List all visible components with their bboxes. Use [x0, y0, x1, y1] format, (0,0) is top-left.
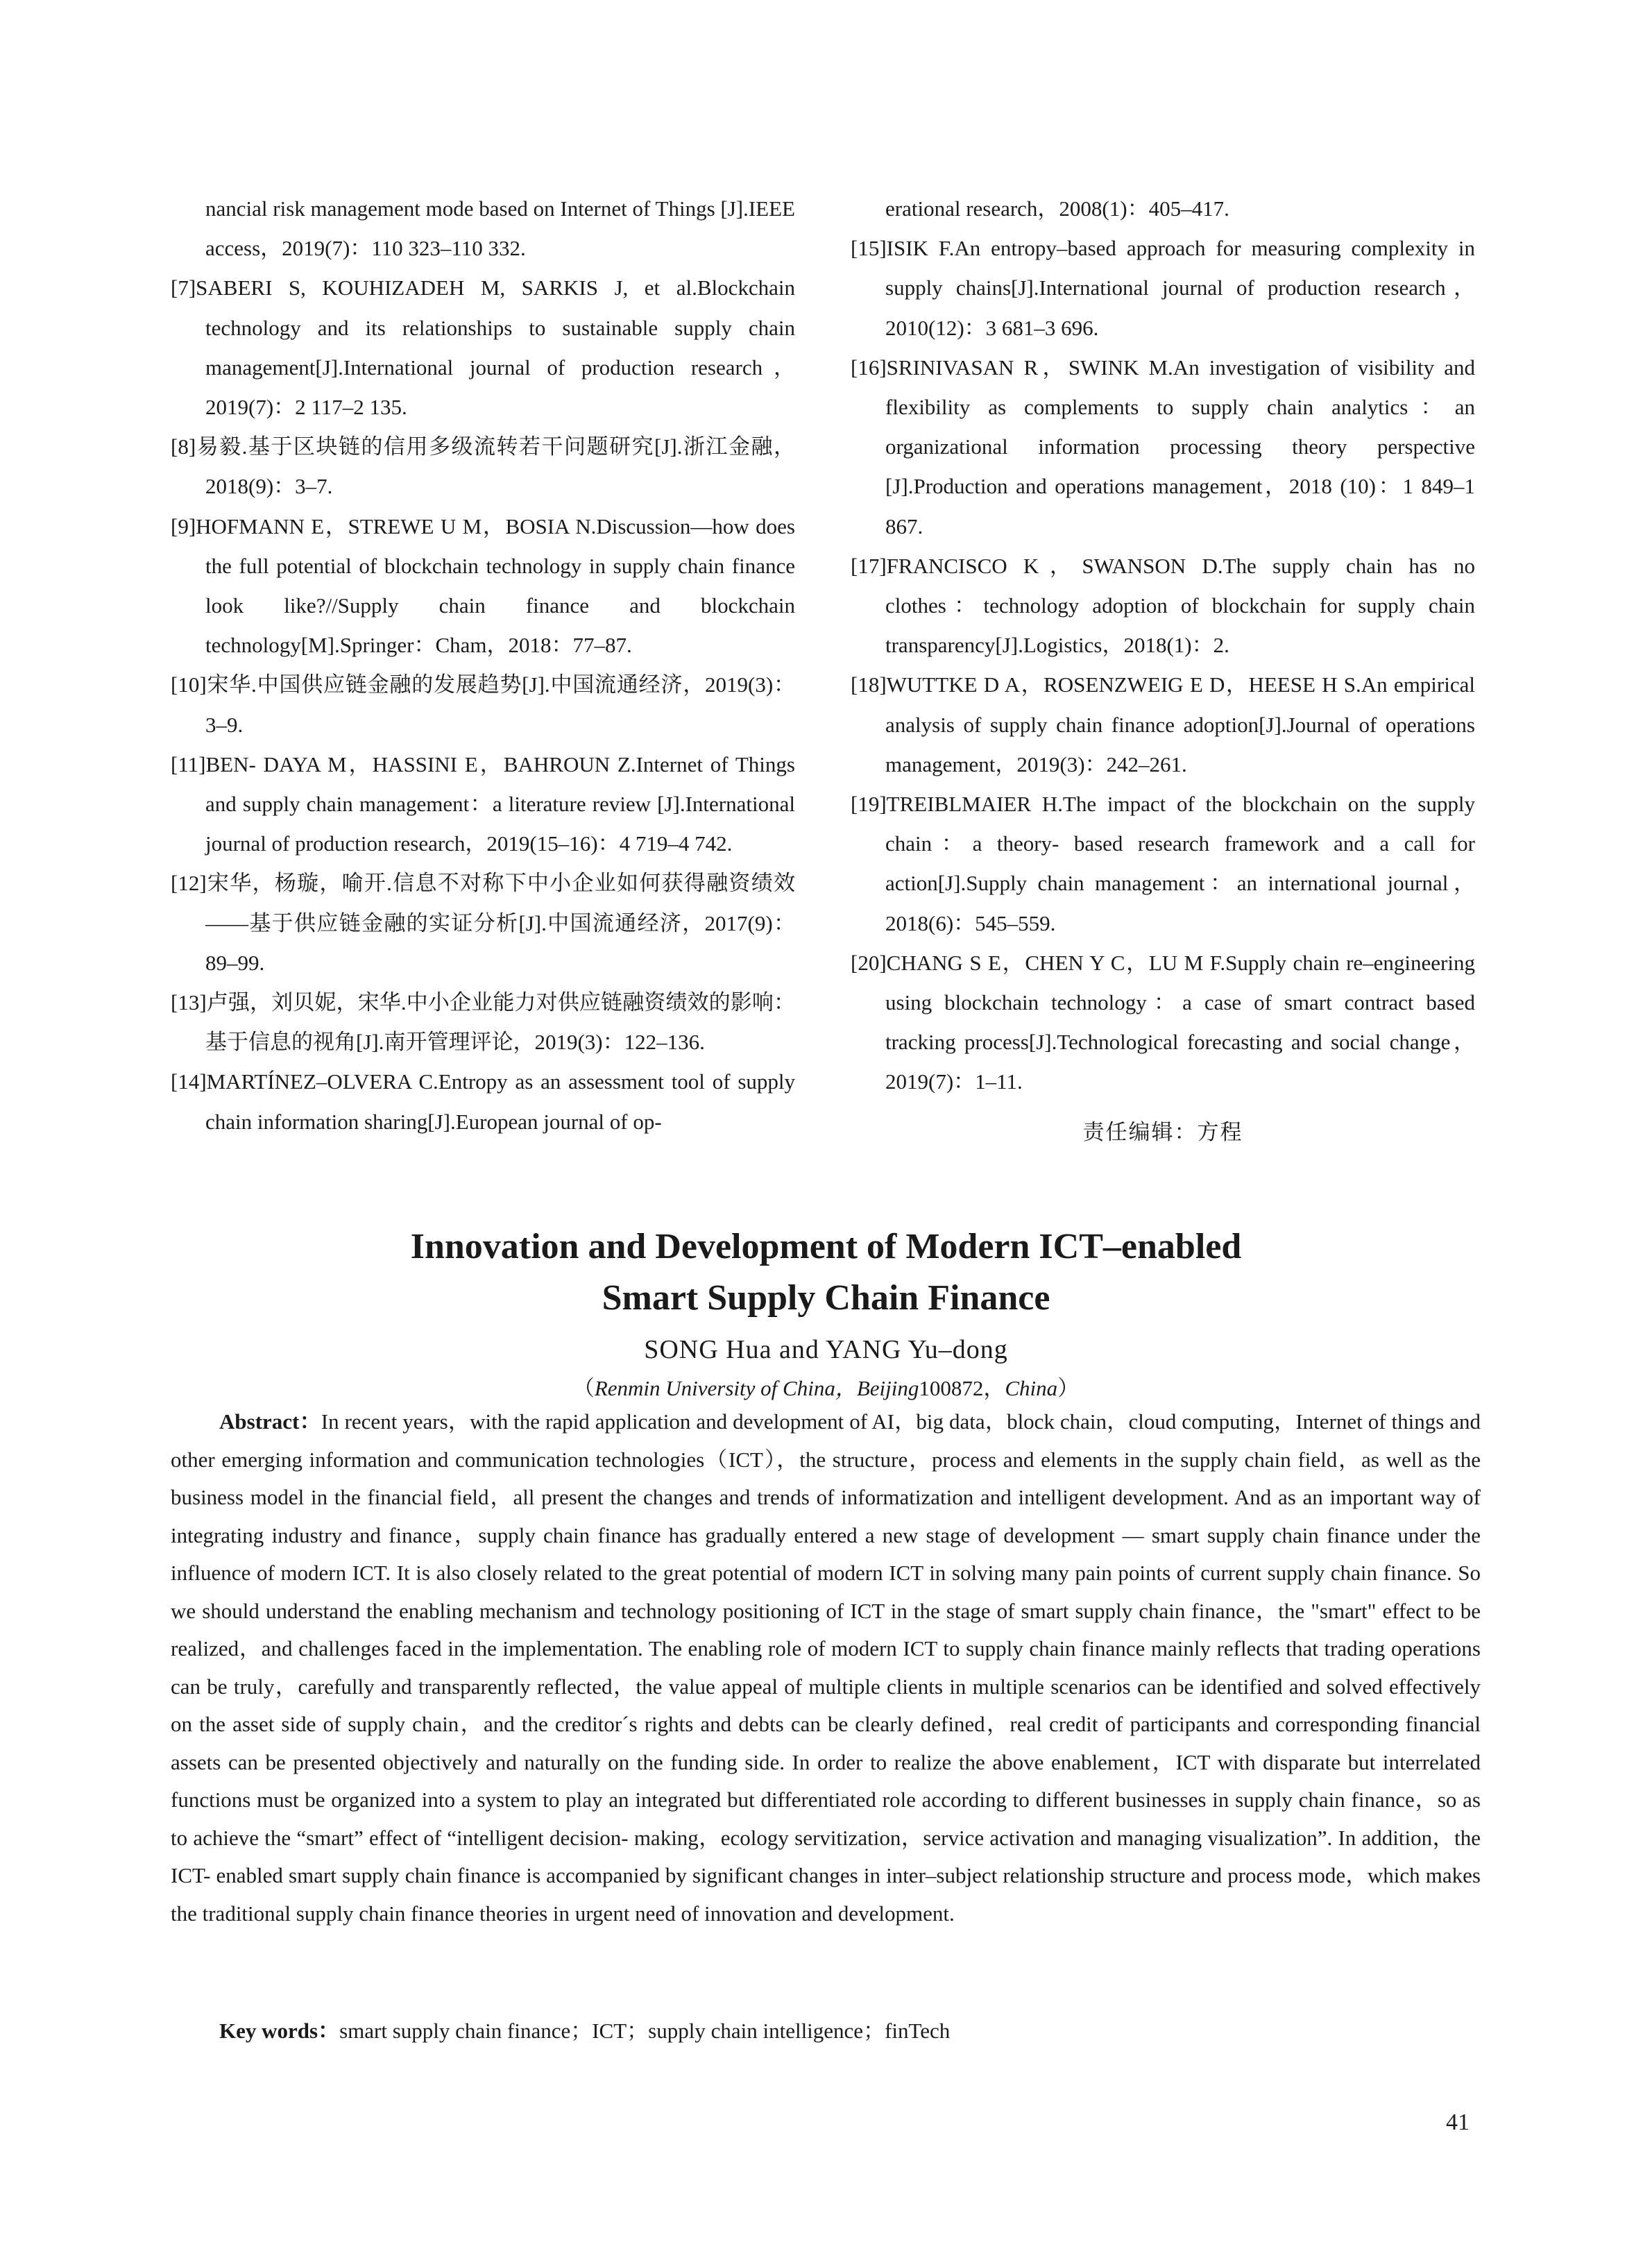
reference-item: [15]ISIK F.An entropy–based approach for measuring complexity in supply chains[J].International journal of production research，2010(12)：3 681–3 696.: [851, 236, 1475, 340]
affiliation-close-paren: ）: [1057, 1376, 1080, 1400]
paper-title-line-1: Innovation and Development of Modern ICT–enabled: [410, 1227, 1242, 1266]
authors: SONG Hua and YANG Yu–dong: [644, 1335, 1008, 1364]
affiliation: [0, 1370, 1652, 1407]
affiliation-postcode: 100872，: [919, 1376, 1005, 1400]
reference-item: [12]宋华，杨璇，喻开.信息不对称下中小企业如何获得融资绩效——基于供应链金融的实证分析[J].中国流通经济，2017(9)：89–99.: [171, 871, 795, 975]
reference-item: [16]SRINIVASAN R，SWINK M.An investigation of visibility and flexibility as complements to supply chain analytics：an organizational information processing theory perspective [J].Production and operations management，2018 (10)：1 849–1 867.: [851, 355, 1475, 538]
reference-item: nancial risk management mode based on Internet of Things [J].IEEE access，2019(7)：110 323–110 332.: [205, 196, 795, 261]
reference-item: [18]WUTTKE D A，ROSENZWEIG E D，HEESE H S.An empirical analysis of supply chain finance adoption[J].Journal of operations management，2019(3)：242–261.: [851, 672, 1475, 776]
references-right-column: [851, 189, 1475, 1146]
reference-item: [8]易毅.基于区块链的信用多级流转若干问题研究[J].浙江金融，2018(9)：3–7.: [171, 434, 795, 499]
references-left-column: [171, 189, 795, 1141]
reference-item: erational research，2008(1)：405–417.: [885, 196, 1229, 221]
page-number: 41: [1446, 2109, 1470, 2135]
reference-item: [17]FRANCISCO K，SWANSON D.The supply chain has no clothes：technology adoption of blockchain for supply chain transparency[J].Logistics，2018(1)：2.: [851, 553, 1475, 658]
reference-item: [10]宋华.中国供应链金融的发展趋势[J].中国流通经济，2019(3)：3–9.: [171, 672, 795, 737]
keywords-text: smart supply chain finance；ICT；supply chain intelligence；finTech: [339, 2019, 951, 2043]
abstract-text: In recent years，with the rapid application and development of AI，big data，block chain，cloud computing，Internet of things and other emerging information and communication technologies（ICT），the structure，process and elements in the supply chain field，as well as the business model in the financial field，all present the changes and trends of informatization and intelligent development. And as an important way of integrating industry and finance，supply chain finance has gradually entered a new stage of development –– smart supply chain finance under the influence of modern ICT. It is also closely related to the great potential of modern ICT in solving many pain points of current supply chain finance. So we should understand the enabling mechanism and technology positioning of ICT in the stage of smart supply chain finance，the "smart" effect to be realized，and challenges faced in the implementation. The enabling role of modern ICT to supply chain finance mainly reflects that trading operations can be truly，carefully and transparently reflected，the value appeal of multiple clients in multiple scenarios can be identified and solved effectively on the asset side of supply chain，and the creditor´s rights and debts can be clearly defined，real credit of participants and corresponding financial assets can be presented objectively and naturally on the funding side. In order to realize the above enablement，ICT with disparate but interrelated functions must be organized into a system to play an integrated but differentiated role according to different businesses in supply chain finance，so as to achieve the “smart” effect of “intelligent decision- making，ecology servitization，service activation and managing visualization”. In addition，the ICT- enabled smart supply chain finance is accompanied by significant changes in inter–subject relationship structure and process mode，which makes the traditional supply chain finance theories in urgent need of innovation and development.: [171, 1409, 1481, 1926]
english-title-block: [0, 1221, 1652, 1407]
abstract-label: Abstract：: [219, 1409, 321, 1434]
reference-item: [19]TREIBLMAIER H.The impact of the blockchain on the supply chain：a theory- based research framework and a call for action[J].Supply chain management：an international journal，2018(6)：545–559.: [851, 792, 1475, 935]
affiliation-open-paren: （: [572, 1376, 595, 1400]
reference-item: [7]SABERI S, KOUHIZADEH M, SARKIS J, et al.Blockchain technology and its relationships to sustainable supply chain management[J].International journal of production research，2019(7)：2 117–2 135.: [171, 275, 795, 420]
abstract: [171, 1403, 1481, 1933]
keywords: [219, 2012, 950, 2050]
affiliation-country: China: [1005, 1376, 1058, 1400]
reference-item: [20]CHANG S E，CHEN Y C，LU M F.Supply chain re–engineering using blockchain technology：a case of smart contract based tracking process[J].Technological forecasting and social change，2019(7)：1–11.: [851, 950, 1475, 1094]
affiliation-institution: Renmin University of China，Beijing: [594, 1376, 919, 1400]
reference-item: [14]MARTÍNEZ–OLVERA C.Entropy as an assessment tool of supply chain information sharing[J].European journal of op-: [171, 1069, 795, 1134]
responsible-editor: 责任编辑：方程: [1082, 1119, 1243, 1145]
paper-title-line-2: Smart Supply Chain Finance: [602, 1278, 1050, 1318]
keywords-label: Key words：: [219, 2019, 340, 2043]
reference-item: [11]BEN- DAYA M，HASSINI E，BAHROUN Z.Internet of Things and supply chain management：a literature review [J].International journal of production research，2019(15–16)：4 719–4 742.: [171, 751, 795, 856]
reference-item: [9]HOFMANN E，STREWE U M，BOSIA N.Discussion—how does the full potential of blockchain technology in supply chain finance look like?//Supply chain finance and blockchain technology[M].Springer：Cham，2018：77–87.: [171, 513, 795, 658]
reference-item: [13]卢强，刘贝妮，宋华.中小企业能力对供应链融资绩效的影响：基于信息的视角[J].南开管理评论，2019(3)：122–136.: [171, 990, 795, 1055]
